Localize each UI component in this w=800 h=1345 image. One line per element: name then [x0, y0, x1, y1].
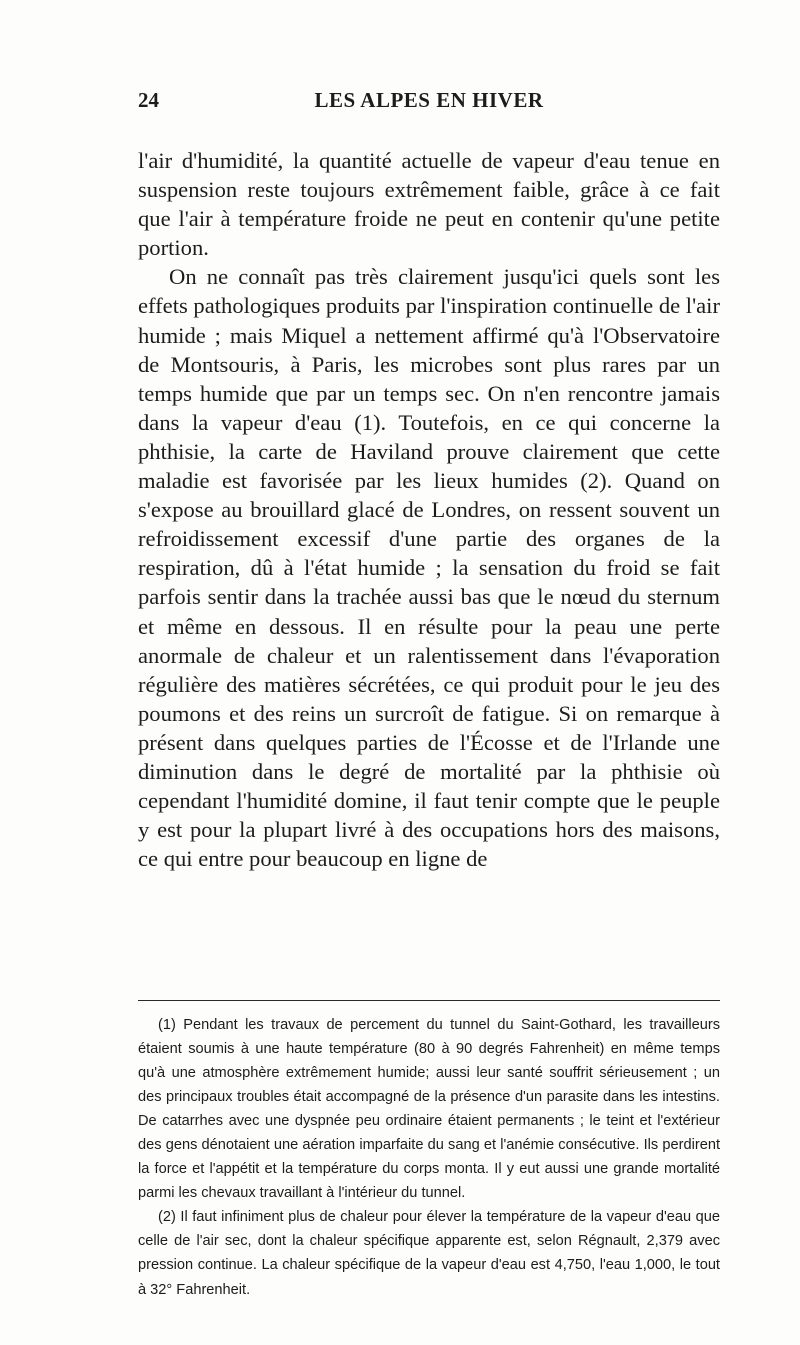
footnotes: [138, 1013, 720, 1302]
running-title: LES ALPES EN HIVER: [314, 88, 544, 112]
page-header: [138, 88, 720, 118]
paragraph-continued: l'air d'humidité, la quantité actuelle de vapeur d'eau tenue en suspension reste toujours extrêmement faible, grâce à ce fait que l'air à température froide ne peut en contenir qu'une petite portion.: [138, 148, 720, 261]
footnote-2: (2) Il faut infiniment plus de chaleur pour élever la température de la vapeur d'eau que celle de l'air sec, dont la chaleur spécifique apparente est, selon Régnault, 2,379 avec pression continue. La chaleur spécifique de la vapeur d'eau est 4,750, l'eau 1,000, le tout à 32° Fahrenheit.: [138, 1209, 720, 1298]
footnote-1: (1) Pendant les travaux de percement du tunnel du Saint-Gothard, les travailleurs étaient soumis à une haute température (80 à 90 degrés Fahrenheit) en même temps qu'à une atmosphère extrêmement humide; aussi leur santé souffrit sérieusement ; un des principaux troubles était accompagné de la présence d'un parasite dans les intestins. De catarrhes avec une dyspnée peu ordinaire étaient permanents ; le teint et l'extérieur des gens dénotaient une aération imparfaite du sang et l'anémie consécutive. Ils perdirent la force et l'appétit et la température du corps monta. Il y eut aussi une grande mortalité parmi les chevaux travaillant à l'intérieur du tunnel.: [138, 1017, 720, 1202]
paragraph: On ne connaît pas très clairement jusqu'ici quels sont les effets pathologiques produits par l'inspiration continuelle de l'air humide ; mais Miquel a nettement affirmé qu'à l'Observatoire de Montsouris, à Paris, les microbes sont plus rares par un temps humide que par un temps sec. On n'en rencontre jamais dans la vapeur d'eau (1). Toutefois, en ce qui concerne la phthisie, la carte de Haviland prouve clairement que cette maladie est favorisée par les lieux humides (2). Quand on s'expose au brouillard glacé de Londres, on ressent souvent un refroidissement excessif d'une partie des organes de la respiration, dû à l'état humide ; la sensation du froid se fait parfois sentir dans la trachée aussi bas que le nœud du sternum et même en dessous. Il en résulte pour la peau une perte anormale de chaleur et un ralentissement dans l'évaporation régulière des matières sécrétées, ce qui produit pour le jeu des poumons et des reins un surcroît de fatigue. Si on remarque à présent dans quelques parties de l'Écosse et de l'Irlande une diminution dans le degré de mortalité par la phthisie où cependant l'humidité domine, il faut tenir compte que le peuple y est pour la plupart livré à des occupations hors des maisons, ce qui entre pour beaucoup en ligne de: [138, 264, 720, 872]
page-number: 24: [138, 88, 159, 112]
footnote-divider: [138, 1000, 720, 1001]
main-text: [138, 146, 720, 873]
